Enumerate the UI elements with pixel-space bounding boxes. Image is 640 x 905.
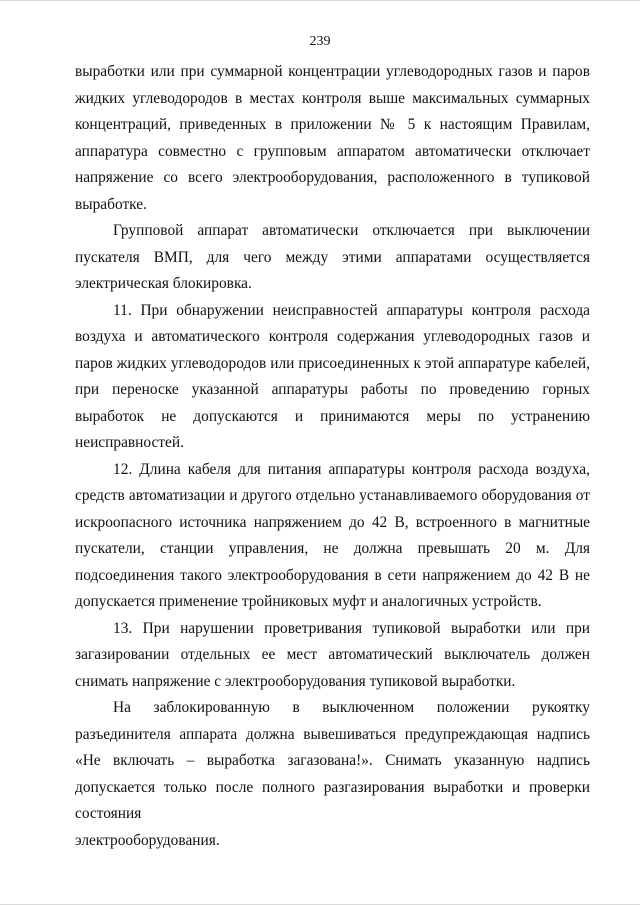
paragraph-item-11: 11. При обнаружении неисправностей аппаратуры контроля расхода воздуха и автоматического контроля содержания углеводородных газов и паров жидких углеводородов или присоединенных к этой аппаратуре кабелей, при переноске указанной аппаратуры работы по проведению горных выработок не допускаются и принимаются меры по устранению неисправностей. xyxy=(75,301,590,451)
paragraph-continuation: выработки или при суммарной концентрации углеводородных газов и паров жидких углеводородов в местах контроля выше максимальных суммарных концентраций, приведенных в приложении № 5 к настоящим Правилам, аппаратура совместно с групповым аппаратом автоматически отключает напряжение со всего электрооборудования, расположенного в тупиковой выработке. xyxy=(75,63,590,213)
paragraph-item-12: 12. Длина кабеля для питания аппаратуры контроля расхода воздуха, средств автоматизации и другого отдельно устанавливаемого оборудования от искроопасного источника напряжением до 42 В, встроенного в магнитные пускатели, станции управления, не должна превышать 20 м. Для подсоединения такого электрооборудования в сети напряжением до 42 В не допускается применение тройниковых муфт и аналогичных устройств. xyxy=(75,460,590,610)
paragraph-group-apparatus: Групповой аппарат автоматически отключается при выключении пускателя ВМП, для чего между этими аппаратами осуществляется электрическая блокировка. xyxy=(75,222,590,292)
paragraph-warning-sign: На заблокированную в выключенном положении рукоятку разъединителя аппарата должна вывешиваться предупреждающая надпись «Не включать – выработка загазована!». Снимать указанную надпись допускается только после полного разгазирования выработки и проверки состояния xyxy=(75,699,590,822)
page-number: 239 xyxy=(309,34,331,49)
paragraph-final-line: электрооборудования. xyxy=(75,831,220,849)
document-body xyxy=(75,59,590,854)
paragraph-item-13: 13. При нарушении проветривания тупиковой выработки или при загазировании отдельных ее мест автоматический выключатель должен снимать напряжение с электрооборудования тупиковой выработки. xyxy=(75,619,590,690)
